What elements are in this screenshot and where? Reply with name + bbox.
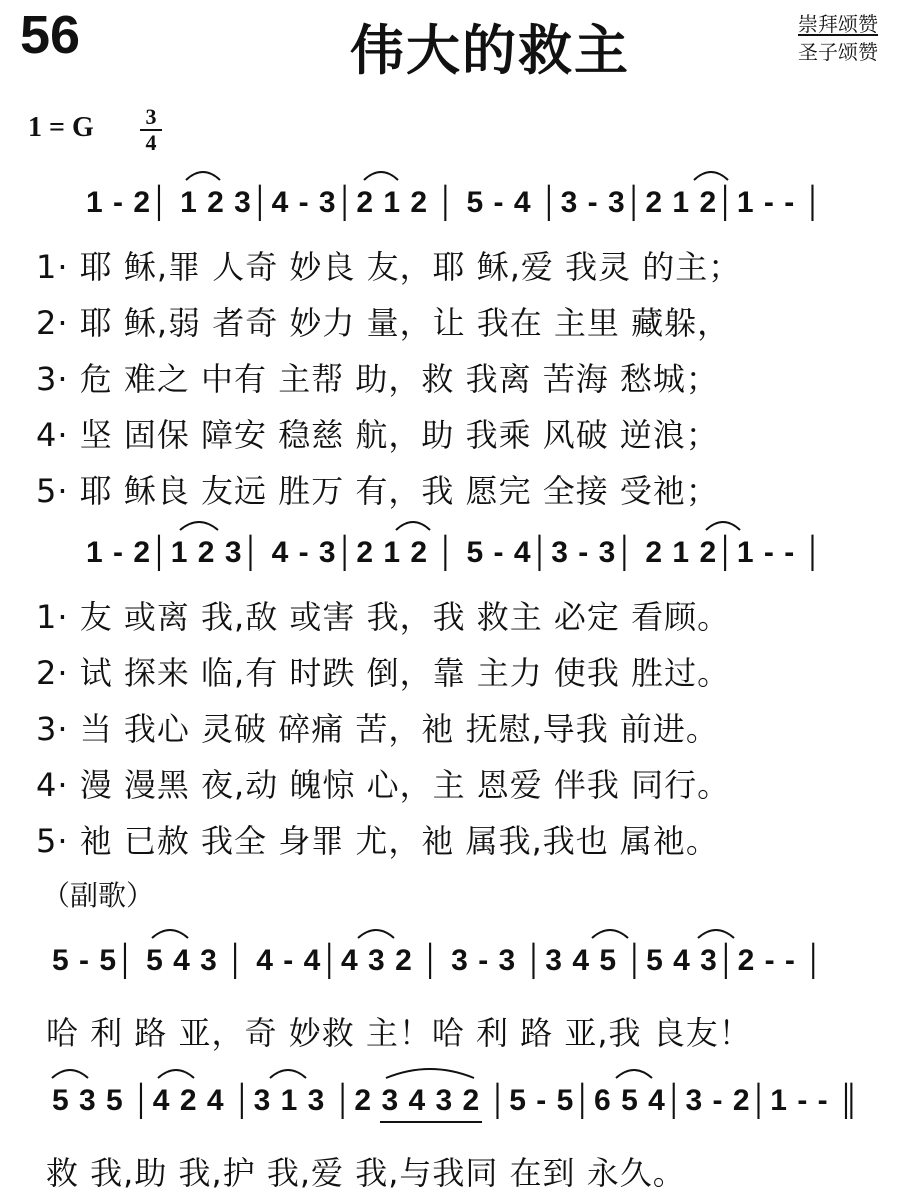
slur-arc — [698, 930, 734, 938]
slur-arc — [180, 522, 218, 530]
system2-verse-4: 4· 漫 漫黑 夜,动 魄惊 心，主 恩爱 伴我 同行。 — [36, 766, 731, 804]
slur-arc — [52, 1070, 88, 1078]
hymn-title: 伟大的救主 — [350, 19, 630, 82]
system1-verse-5: 5· 耶 稣良 友远 胜万 有，我 愿完 全接 受祂； — [36, 472, 719, 510]
slur-arc — [158, 1070, 194, 1078]
system1-verse-2: 2· 耶 稣,弱 者奇 妙力 量，让 我在 主里 藏躲， — [36, 304, 731, 342]
system1-verse-4: 4· 坚 固保 障安 稳慈 航，助 我乘 风破 逆浪； — [36, 416, 719, 454]
slur-arc — [270, 1070, 306, 1078]
system2-verse-3: 3· 当 我心 灵破 碎痛 苦，祂 抚慰,导我 前进。 — [36, 710, 719, 748]
chorus-line2-lyrics: 救 我,助 我,护 我,爱 我,与我同 在到 永久。 — [46, 1154, 686, 1192]
slur-arc — [152, 930, 188, 938]
chorus-line2-notation: 5 3 5 │4 2 4 │3 1 3 │2 3 4 3 2 │5 - 5│6 5 4│3 - 2│1 - - ║ — [52, 1084, 861, 1117]
time-signature-top: 3 — [145, 104, 157, 129]
slur-arc — [694, 172, 728, 180]
slur-arc — [186, 172, 220, 180]
system2-verse-1: 1· 友 或离 我,敌 或害 我，我 救主 必定 看顾。 — [36, 598, 731, 636]
time-signature-bottom: 4 — [145, 130, 157, 155]
chorus-line1-lyrics: 哈 利 路 亚，奇 妙救 主！哈 利 路 亚,我 良友！ — [46, 1014, 752, 1052]
system2-verse-5: 5· 祂 已赦 我全 身罪 尤，祂 属我,我也 属祂。 — [36, 822, 719, 860]
system1-notation: 1 - 2│ 1 2 3│4 - 3│2 1 2 │ 5 - 4 │3 - 3│2 1 2│1 - - │ — [86, 186, 825, 219]
category-primary: 崇拜颂赞 — [798, 12, 878, 36]
system1-verse-1: 1· 耶 稣,罪 人奇 妙良 友，耶 稣,爱 我灵 的主； — [36, 248, 742, 286]
system1-verse-3: 3· 危 难之 中有 主帮 助，救 我离 苦海 愁城； — [36, 360, 719, 398]
chorus-label: （副歌） — [42, 879, 155, 912]
system2-notation: 1 - 2│1 2 3│ 4 - 3│2 1 2 │ 5 - 4│3 - 3│ 2 1 2│1 - - │ — [86, 536, 825, 569]
hymn-number: 56 — [20, 5, 81, 65]
slur-arc — [592, 930, 628, 938]
slur-arc — [358, 930, 394, 938]
slur-arc — [386, 1069, 474, 1078]
slur-arc — [706, 522, 740, 530]
slur-arc — [396, 522, 430, 530]
system2-verse-2: 2· 试 探来 临,有 时跌 倒，靠 主力 使我 胜过。 — [36, 654, 731, 692]
slur-arc — [364, 172, 398, 180]
slur-arc — [616, 1070, 652, 1078]
chorus-line1-notation: 5 - 5│ 5 4 3 │ 4 - 4│4 3 2 │ 3 - 3 │3 4 5 │5 4 3│2 - - │ — [52, 944, 825, 977]
key-signature: 1 = G — [28, 112, 94, 143]
category-secondary: 圣子颂赞 — [798, 40, 878, 64]
